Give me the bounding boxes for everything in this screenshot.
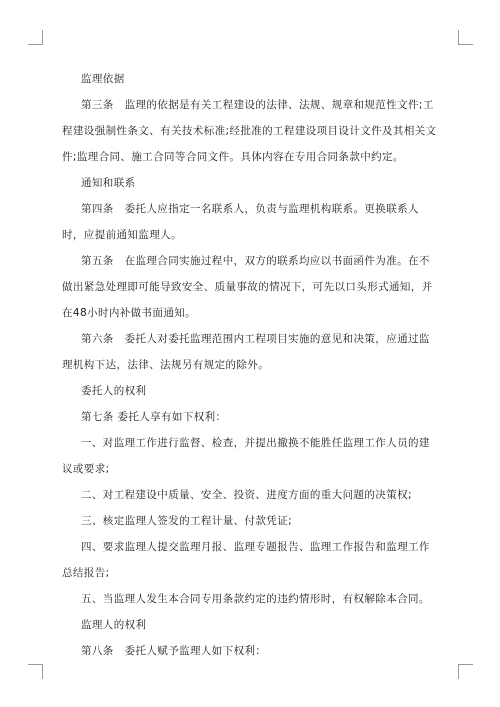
- article-4: 第四条 委托人应指定一名联系人，负责与监理机构联系。更换联系人时，应提前通知监理人。: [62, 203, 419, 241]
- right-item-4: 四、要求监理人提交监理月报、监理专题报告、监理工作报告和监理工作总结报告;: [62, 541, 430, 579]
- section-heading-supervisor-rights: 监理人的权利: [81, 619, 147, 631]
- article-7: 第七条 委托人享有如下权利：: [81, 411, 227, 423]
- article-5: 第五条 在监理合同实施过程中，双方的联系均应以书面函件为准。在不做出紧急处理即可能导致安全、质量事故的情况下，可先以口头形式通知，并在48小时内补做书面通知。: [62, 255, 433, 319]
- article-6: 第六条 委托人对委托监理范围内工程项目实施的意见和决策，应通过监理机构下达，法律、法规另有规定的除外。: [62, 333, 430, 371]
- article-3: 第三条 监理的依据是有关工程建设的法律、法规、规章和规范性文件;工程建设强制性条文、有关技术标准;经批准的工程建设项目设计文件及其相关文件;监理合同、施工合同等合同文件。具体内容在专用合同条款中约定。: [62, 99, 437, 163]
- section-heading-notice: 通知和联系: [81, 177, 136, 189]
- crop-mark-bottom-left: [28, 664, 43, 679]
- section-heading-basis: 监理依据: [81, 73, 125, 85]
- section-heading-client-rights: 委托人的权利: [81, 385, 147, 397]
- article-8: 第八条 委托人赋予监理人如下权利：: [81, 645, 267, 657]
- right-item-1: 一、对监理工作进行监督、检查，并提出撤换不能胜任监理工作人员的建议或要求;: [62, 437, 430, 475]
- right-item-3: 三、核定监理人签发的工程计量、付款凭证;: [81, 515, 293, 527]
- crop-mark-top-right: [458, 30, 473, 45]
- crop-mark-bottom-right: [458, 664, 473, 679]
- crop-mark-top-left: [28, 30, 43, 45]
- right-item-2: 二、对工程建设中质量、安全、投资、进度方面的重大问题的决策权;: [81, 489, 412, 501]
- document-body: [62, 66, 440, 664]
- right-item-5: 五、当监理人发生本合同专用条款约定的违约情形时，有权解除本合同。: [81, 593, 430, 605]
